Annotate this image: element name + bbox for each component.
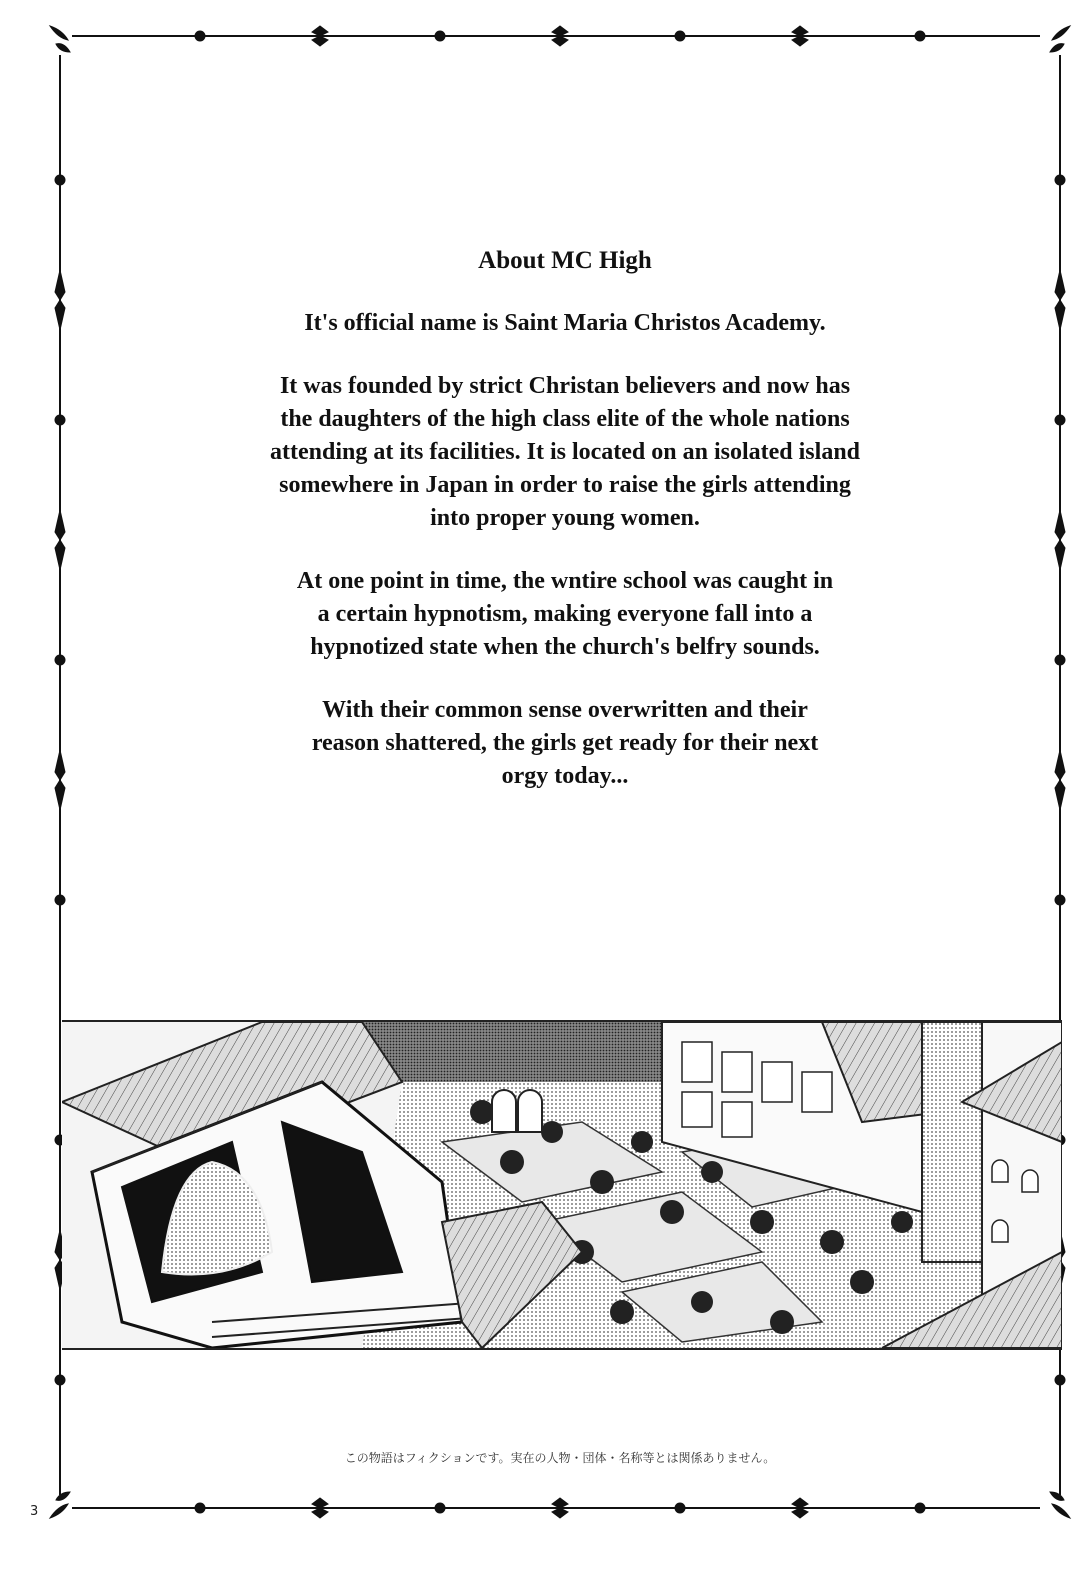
- school-illustration: [62, 1020, 1062, 1350]
- fiction-disclaimer: この物語はフィクションです。実在の人物・団体・名称等とは関係ありません。: [344, 1451, 776, 1465]
- article-title: About MC High: [478, 247, 652, 274]
- paragraph-official-name: It's official name is Saint Maria Christos Academy.: [304, 310, 826, 336]
- paragraph-hypnotism: At one point in time, the wntire school was caught in a certain hypnotism, making everyone fall into a hypnotized state when the church's belfry sounds.: [296, 568, 834, 660]
- page-number: 3: [30, 1504, 39, 1519]
- paragraph-orgy: With their common sense overwritten and their reason shattered, the girls get ready for their next orgy today...: [311, 697, 819, 789]
- paragraph-founding: It was founded by strict Christan believers and now has the daughters of the high class elite of the whole nations attending at its facilities. It is located on an isolated island somewhere in Japan in order to raise the girls attending into proper young women.: [269, 373, 861, 531]
- school-scene-drawing: [62, 1022, 1062, 1348]
- article-body: [150, 245, 980, 823]
